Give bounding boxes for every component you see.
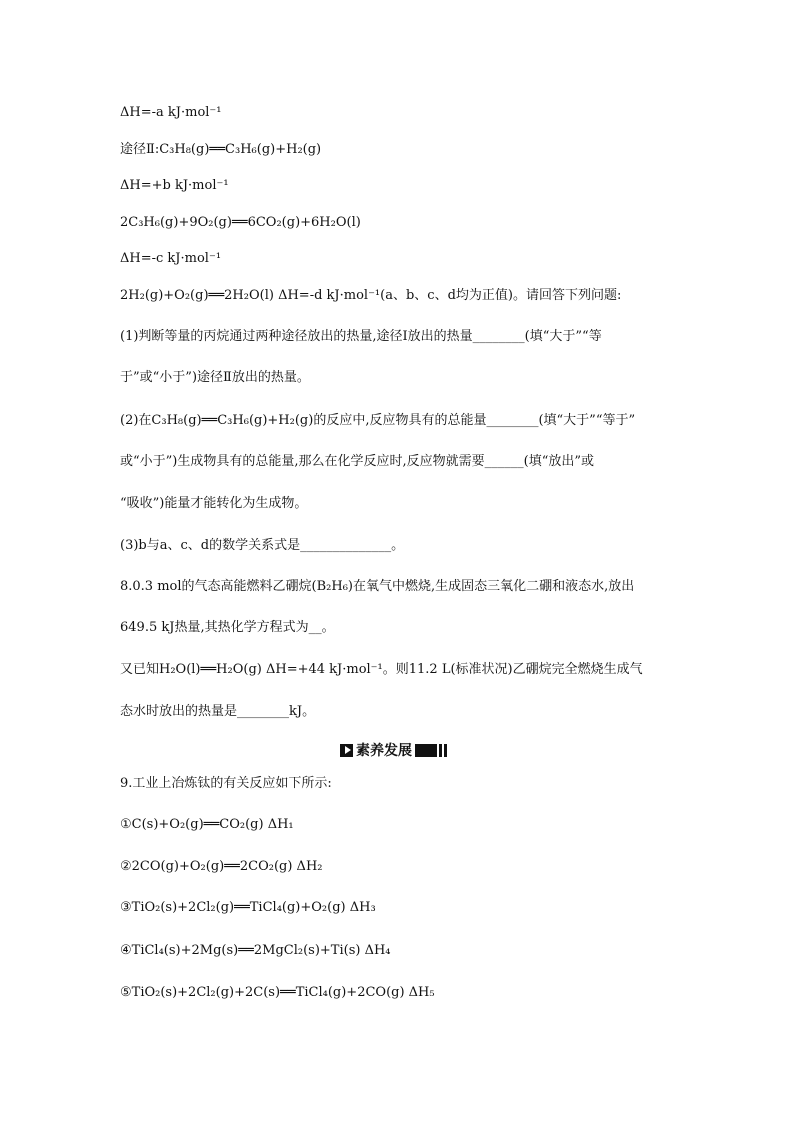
section-heading — [340, 741, 447, 759]
reaction-2: ②2CO(g)+O₂(g)══2CO₂(g) ΔH₂ — [120, 859, 323, 874]
text-line: “吸收”)能量才能转化为生成物。 — [120, 496, 308, 511]
text-line: 2H₂(g)+O₂(g)══2H₂O(l) ΔH=-d kJ·mol⁻¹(a、b、c、d均为正值)。请回答下列问题: — [120, 288, 622, 303]
text-line: 或“小于”)生成物具有的总能量,那么在化学反应时,反应物就需要______(填“放出”或 — [120, 454, 594, 469]
decorative-bar — [439, 744, 442, 757]
text-line: ΔH=-a kJ·mol⁻¹ — [120, 105, 222, 120]
question-9: 9.工业上冶炼钛的有关反应如下所示: — [120, 776, 332, 791]
question-1: (1)判断等量的丙烷通过两种途径放出的热量,途径Ⅰ放出的热量________(填“大于”“等 — [120, 329, 602, 344]
question-2: (2)在C₃H₈(g)══C₃H₆(g)+H₂(g)的反应中,反应物具有的总能量________(填“大于”“等于” — [120, 413, 636, 428]
text-line: ΔH=+b kJ·mol⁻¹ — [120, 178, 229, 193]
reaction-3: ③TiO₂(s)+2Cl₂(g)══TiCl₄(g)+O₂(g) ΔH₃ — [120, 900, 376, 915]
decorative-bar — [415, 744, 437, 757]
text-line: 又已知H₂O(l)══H₂O(g) ΔH=+44 kJ·mol⁻¹。则11.2 L(标准状况)乙硼烷完全燃烧生成气 — [120, 662, 643, 677]
question-8: 8.0.3 mol的气态高能燃料乙硼烷(B₂H₆)在氧气中燃烧,生成固态三氧化二硼和液态水,放出 — [120, 579, 635, 594]
section-title: 素养发展 — [356, 743, 412, 759]
question-3: (3)b与a、c、d的数学关系式是______________。 — [120, 538, 405, 553]
reaction-5: ⑤TiO₂(s)+2Cl₂(g)+2C(s)══TiCl₄(g)+2CO(g) ΔH₅ — [120, 985, 435, 1000]
decorative-bar — [444, 744, 447, 757]
text-line: 649.5 kJ热量,其热化学方程式为__。 — [120, 620, 335, 635]
reaction-1: ①C(s)+O₂(g)══CO₂(g) ΔH₁ — [120, 817, 294, 832]
play-icon — [340, 744, 353, 757]
text-line: 2C₃H₆(g)+9O₂(g)══6CO₂(g)+6H₂O(l) — [120, 215, 361, 230]
text-line: 途径Ⅱ:C₃H₈(g)══C₃H₆(g)+H₂(g) — [120, 142, 322, 157]
text-line: 态水时放出的热量是________kJ。 — [120, 704, 316, 719]
text-line: ΔH=-c kJ·mol⁻¹ — [120, 251, 222, 266]
reaction-4: ④TiCl₄(s)+2Mg(s)══2MgCl₂(s)+Ti(s) ΔH₄ — [120, 943, 391, 958]
text-line: 于”或“小于”)途径Ⅱ放出的热量。 — [120, 370, 310, 385]
